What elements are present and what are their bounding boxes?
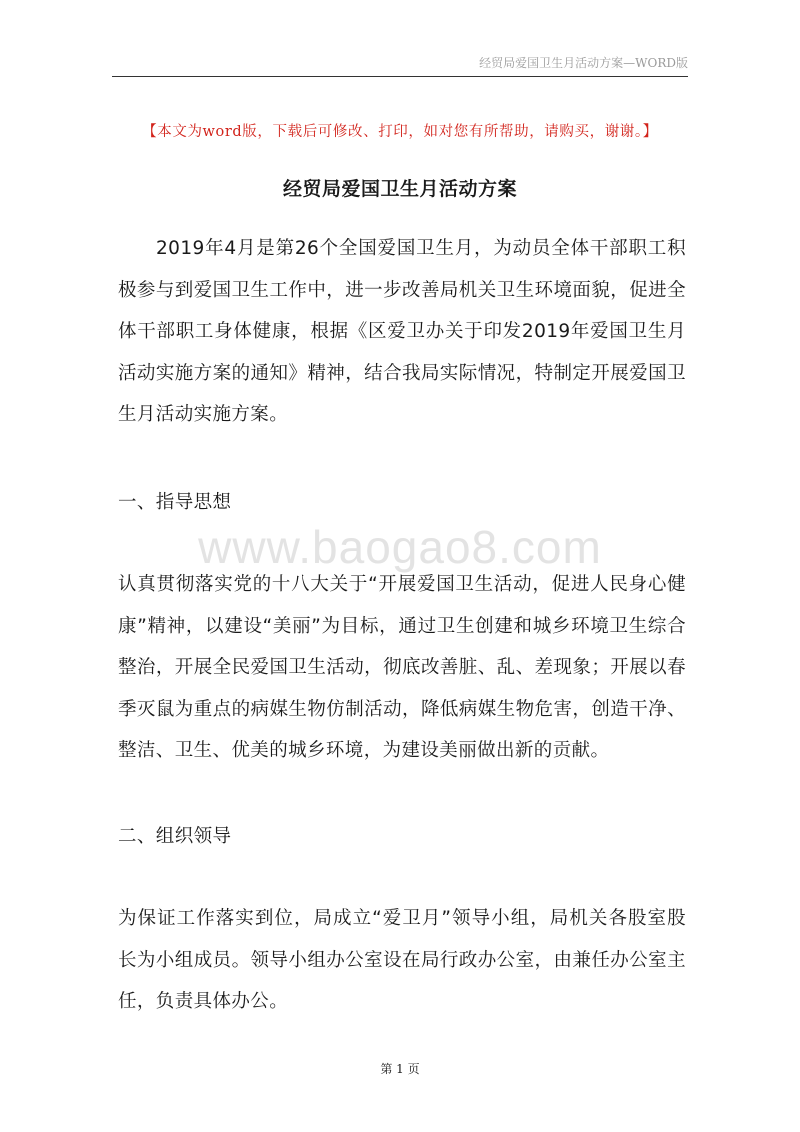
section-heading-organization: 二、组织领导	[118, 826, 232, 847]
purchase-notice: 【本文为word版，下载后可修改、打印，如对您有所帮助，请购买，谢谢。】	[142, 124, 658, 140]
section-heading-guiding-ideology: 一、指导思想	[118, 492, 232, 513]
watermark-text: www.baogao8.com	[198, 521, 602, 573]
document-title: 经贸局爱国卫生月活动方案	[282, 178, 517, 200]
header-divider	[112, 76, 688, 77]
intro-paragraph: 2019年4月是第26个全国爱国卫生月，为动员全体干部职工积极参与到爱国卫生工作中，进一步改善局机关卫生环境面貌，促进全体干部职工身体健康，根据《区爱卫办关于印发2019年爱国卫生月活动实施方案的通知》精神，结合我局实际情况，特制定开展爱国卫生月活动实施方案。	[118, 238, 686, 425]
page-number: 第 1 页	[380, 1062, 420, 1076]
section-body-guiding-ideology: 认真贯彻落实党的十八大关于“开展爱国卫生活动，促进人民身心健康”精神，以建设“美丽”为目标，通过卫生创建和城乡环境卫生综合整治，开展全民爱国卫生活动，彻底改善脏、乱、差现象；开展以春季灭鼠为重点的病媒生物仿制活动，降低病媒生物危害，创造干净、整洁、卫生、优美的城乡环境，为建设美丽做出新的贡献。	[118, 574, 686, 761]
page-header: 经贸局爱国卫生月活动方案—WORD版	[479, 56, 688, 70]
section-body-organization: 为保证工作落实到位，局成立“爱卫月”领导小组，局机关各股室股长为小组成员。领导小组办公室设在局行政办公室，由兼任办公室主任，负责具体办公。	[118, 908, 686, 1012]
